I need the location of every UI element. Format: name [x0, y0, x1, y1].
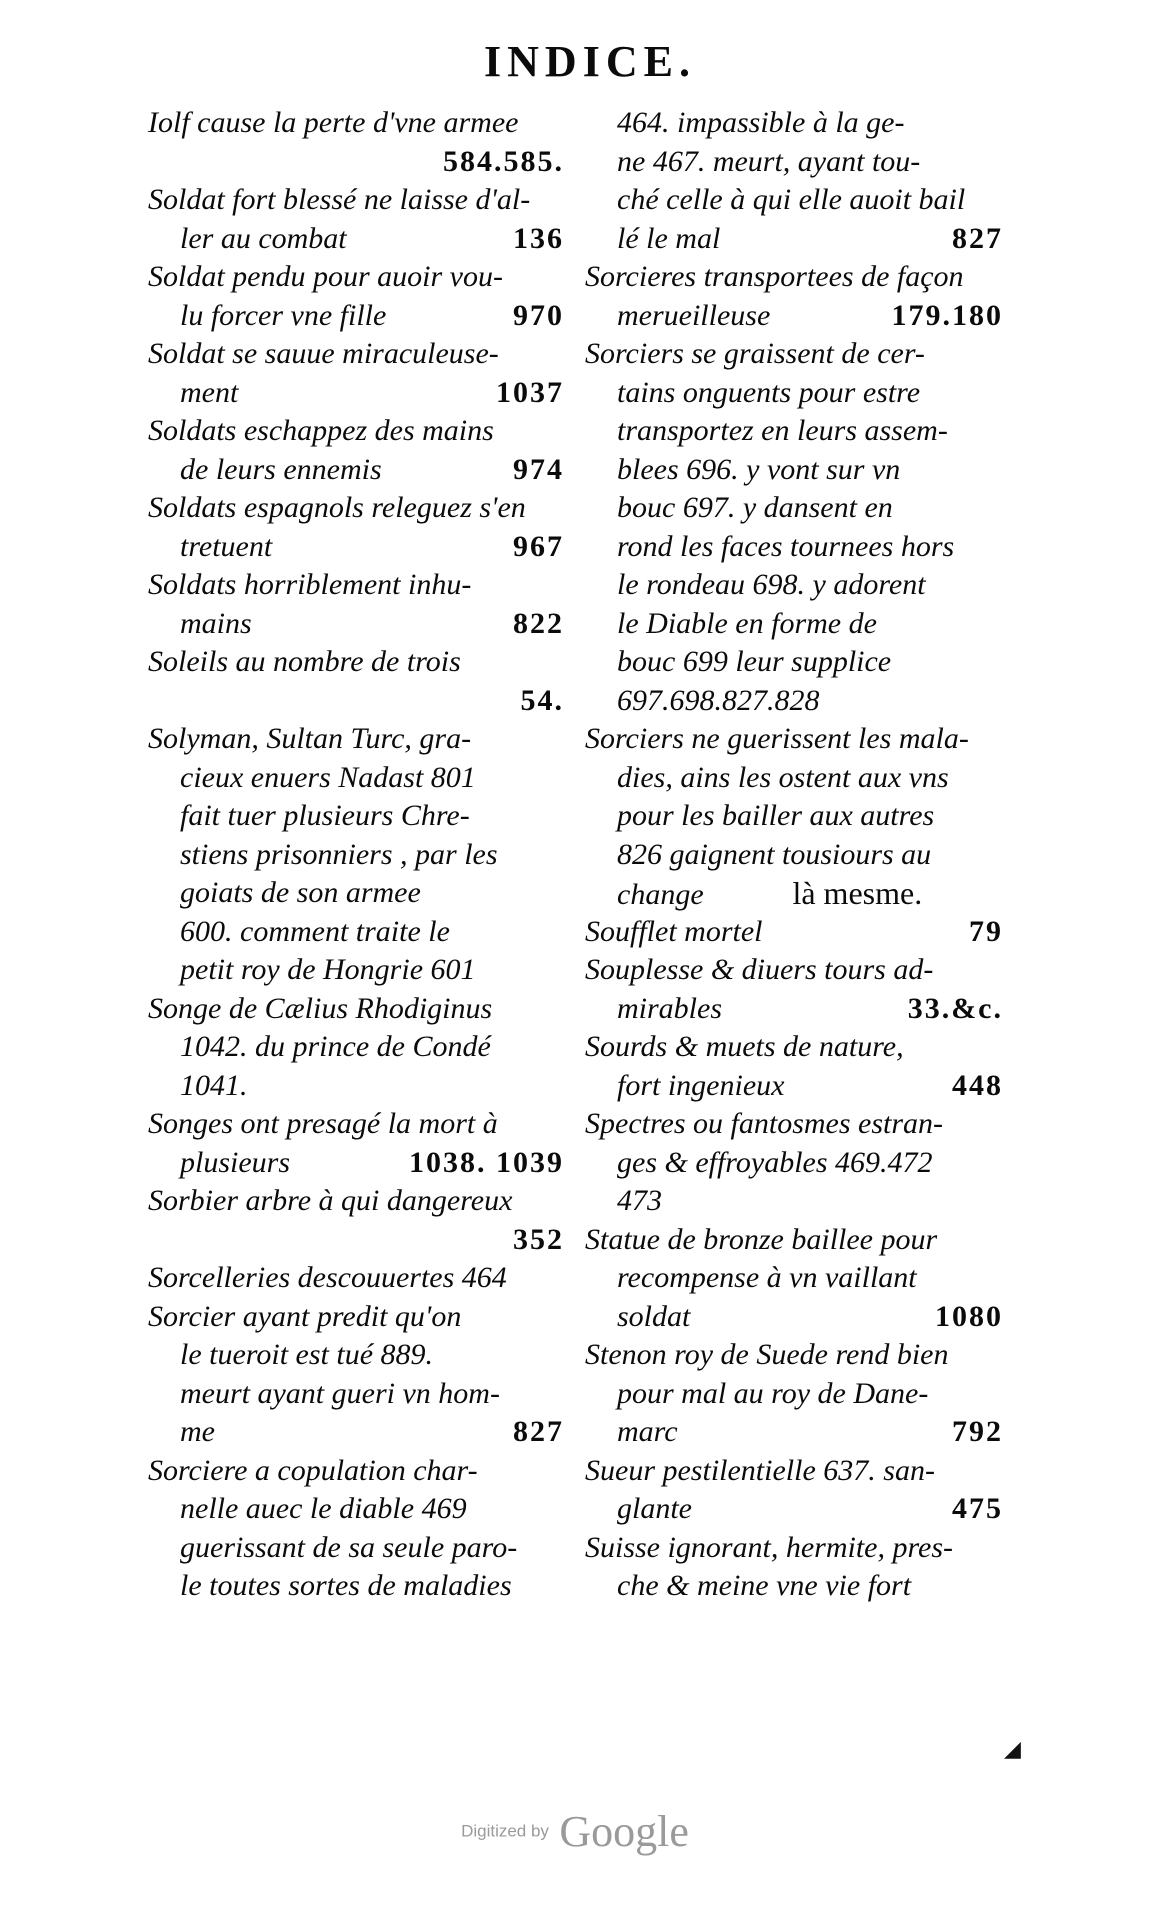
index-line — [585, 682, 1003, 721]
index-line — [148, 220, 564, 259]
index-line — [148, 1567, 564, 1606]
index-entry-page-number: 970 — [513, 298, 564, 332]
index-entry-text: glante — [617, 1492, 692, 1525]
index-entry-text: bouc 699 leur supplice — [617, 645, 892, 678]
index-line — [148, 990, 564, 1029]
index-entry-text: Soleils au nombre de trois — [148, 645, 461, 678]
index-line — [148, 1221, 564, 1260]
digitized-watermark — [0, 1806, 1150, 1857]
index-entry-text: 600. comment traite le — [180, 914, 450, 948]
index-entry-page-number: 352 — [513, 1222, 564, 1256]
index-line — [148, 489, 564, 528]
index-line — [585, 1182, 1003, 1221]
index-line — [148, 374, 564, 413]
index-line — [148, 720, 564, 759]
index-entry-text: 697.698.827.828 — [617, 683, 820, 717]
index-entry-page-number: 79 — [969, 914, 1003, 948]
index-line — [148, 1529, 564, 1568]
index-entry-text: 826 gaignent tousiours au — [617, 837, 932, 871]
index-entry-page-number: 827 — [513, 1415, 564, 1448]
index-entry-text: 1041. — [180, 1068, 248, 1102]
corner-mark-icon: ◢ — [1004, 1736, 1021, 1761]
index-entry-page-number: 1037 — [496, 375, 564, 409]
index-entry-text: lu forcer vne fille — [180, 298, 387, 332]
index-entry-text: Songe de Cælius Rhodiginus — [148, 991, 493, 1025]
index-line — [148, 528, 564, 567]
index-line — [148, 335, 564, 374]
index-entry-page-number: 584.585. — [443, 144, 564, 178]
index-entry-text: Sorciere a copulation char- — [148, 1453, 478, 1487]
index-entry-text: marc — [617, 1415, 678, 1448]
index-entry-text: che & meine vne vie fort — [617, 1569, 912, 1602]
index-entry-text: lé le mal — [617, 221, 721, 255]
index-entry-text: Sorcelleries descouuertes 464 — [148, 1261, 507, 1294]
index-line — [148, 836, 564, 875]
index-entry-page-number: 179.180 — [891, 298, 1003, 332]
index-line — [585, 335, 1003, 374]
index-entry-text: Soldat pendu pour auoir vou- — [148, 260, 503, 293]
index-line — [585, 605, 1003, 644]
index-line — [148, 797, 564, 836]
index-line — [585, 258, 1003, 297]
index-entry-text: Spectres ou fantosmes estran- — [585, 1107, 944, 1140]
index-entry-page-number: 1080 — [935, 1299, 1003, 1333]
index-entry-text: Statue de bronze baillee pour — [585, 1222, 938, 1256]
index-line — [585, 1221, 1003, 1260]
index-column-right — [585, 104, 1003, 1606]
index-entry-text: le tueroit est tué 889. — [180, 1338, 434, 1371]
index-entry-page-number: 822 — [513, 606, 564, 640]
index-entry-text: mains — [180, 606, 252, 640]
index-entry-text: Sourds & muets de nature, — [585, 1030, 904, 1063]
index-line — [148, 1298, 564, 1337]
index-line — [148, 143, 564, 182]
index-line — [585, 374, 1003, 413]
index-entry-page-number: 792 — [952, 1415, 1003, 1448]
index-entry-text: transportez en leurs assem- — [617, 414, 948, 447]
index-line — [585, 412, 1003, 451]
index-line — [148, 1375, 564, 1414]
index-entry-text: bouc 697. y dansent en — [617, 491, 893, 524]
index-line — [148, 643, 564, 682]
index-line — [148, 682, 564, 721]
index-line — [148, 1336, 564, 1375]
page-title: INDICE. — [484, 37, 696, 86]
digitized-label: Digitized by — [461, 1821, 549, 1841]
index-entry-page-number: 136 — [513, 221, 564, 255]
index-line — [148, 1182, 564, 1221]
index-line — [585, 220, 1003, 259]
index-entry-text: Soldats espagnols releguez s'en — [148, 491, 526, 524]
index-entry-text: Soldats horriblement inhu- — [148, 568, 472, 601]
index-line — [585, 874, 1003, 913]
index-line — [148, 1067, 564, 1106]
index-entry-text: Soufflet mortel — [585, 914, 763, 948]
index-entry-text: tains onguents pour estre — [617, 375, 921, 409]
index-entry-text: 1042. du prince de Condé — [180, 1030, 491, 1063]
index-entry-text: Suisse ignorant, hermite, pres- — [585, 1530, 954, 1564]
index-line — [148, 1144, 564, 1183]
index-entry-text: rond les faces tournees hors — [617, 529, 955, 563]
index-entry-text: Sorbier arbre à qui dangereux — [148, 1184, 513, 1217]
index-line — [585, 1567, 1003, 1606]
index-entry-text: Soldat se sauue miraculeuse- — [148, 337, 499, 370]
index-line — [585, 643, 1003, 682]
index-entry-text: fort ingenieux — [617, 1068, 785, 1102]
index-entry-text: ne 467. meurt, ayant tou- — [617, 144, 921, 178]
index-line — [585, 297, 1003, 336]
index-entry-text: pour les bailler aux autres — [617, 799, 935, 832]
index-line — [585, 797, 1003, 836]
index-line — [585, 1375, 1003, 1414]
index-entry-page-number: 827 — [952, 221, 1003, 255]
index-line — [585, 1413, 1003, 1452]
index-line — [148, 181, 564, 220]
index-line — [585, 1105, 1003, 1144]
index-line — [585, 1529, 1003, 1568]
index-entry-text: 464. impassible à la ge- — [617, 106, 905, 139]
index-line — [148, 1413, 564, 1452]
index-entry-text: le toutes sortes de maladies — [180, 1569, 512, 1602]
index-entry-page-number: 1038. 1039 — [409, 1145, 564, 1179]
index-line — [585, 759, 1003, 798]
index-line — [148, 605, 564, 644]
index-line — [585, 913, 1003, 952]
index-line — [148, 297, 564, 336]
index-line — [148, 951, 564, 990]
index-line — [585, 566, 1003, 605]
index-entry-page-number: 967 — [513, 529, 564, 563]
index-line — [585, 143, 1003, 182]
index-entry-text: Sorcieres transportees de façon — [585, 260, 964, 293]
index-entry-text: Soldats eschappez des mains — [148, 414, 494, 447]
index-line — [585, 720, 1003, 759]
index-line — [585, 489, 1003, 528]
index-entry-text: tretuent — [180, 529, 273, 563]
index-line — [148, 104, 564, 143]
index-entry-text: de leurs ennemis — [180, 452, 382, 486]
index-line — [585, 1298, 1003, 1337]
index-line — [148, 1028, 564, 1067]
index-line — [585, 181, 1003, 220]
index-line — [585, 1144, 1003, 1183]
index-entry-page-number: 475 — [952, 1492, 1003, 1525]
index-entry-text: change — [617, 878, 704, 911]
index-line — [585, 528, 1003, 567]
index-line — [585, 836, 1003, 875]
index-entry-text: blees 696. y vont sur vn — [617, 452, 901, 486]
index-line — [585, 1028, 1003, 1067]
index-entry-text: Sorciers se graissent de cer- — [585, 337, 925, 370]
index-entry-text: le rondeau 698. y adorent — [617, 568, 926, 601]
index-line — [585, 1490, 1003, 1529]
index-entry-text: ges & effroyables 469.472 — [617, 1145, 933, 1179]
index-line — [585, 1259, 1003, 1298]
index-line — [148, 1105, 564, 1144]
index-line — [148, 759, 564, 798]
index-entry-text: cieux enuers Nadast 801 — [180, 760, 476, 794]
index-entry-text: pour mal au roy de Dane- — [617, 1376, 929, 1410]
index-entry-text: stiens prisonniers , par les — [180, 837, 498, 871]
index-line — [148, 874, 564, 913]
index-entry-text: plusieurs — [180, 1145, 291, 1179]
index-entry-text: ment — [180, 375, 239, 409]
index-line — [585, 1067, 1003, 1106]
index-line — [585, 990, 1003, 1029]
index-line — [148, 1490, 564, 1529]
index-entry-text: Iolf cause la perte d'vne armee — [148, 106, 519, 139]
index-entry-page-number: 33.&c. — [907, 991, 1003, 1025]
index-entry-text: fait tuer plusieurs Chre- — [180, 799, 470, 832]
index-entry-text: Sorcier ayant predit qu'on — [148, 1299, 462, 1333]
index-entry-page-number: 974 — [513, 452, 564, 486]
index-line — [585, 1336, 1003, 1375]
index-line — [148, 412, 564, 451]
index-entry-page-number: 448 — [952, 1068, 1003, 1102]
index-entry-text: soldat — [617, 1299, 691, 1333]
index-line — [148, 1259, 564, 1298]
index-line — [585, 104, 1003, 143]
index-line — [148, 258, 564, 297]
index-line — [148, 1452, 564, 1491]
index-entry-text: guerissant de sa seule paro- — [180, 1530, 518, 1564]
google-logo: Google — [559, 1807, 689, 1856]
index-entry-text: ler au combat — [180, 221, 347, 255]
index-line — [148, 451, 564, 490]
index-entry-text: Stenon roy de Suede rend bien — [585, 1338, 949, 1371]
index-entry-text: mirables — [617, 991, 722, 1025]
index-entry-text: dies, ains les ostent aux vns — [617, 760, 949, 794]
index-entry-text: le Diable en forme de — [617, 606, 877, 640]
index-entry-page-number: 54. — [520, 683, 564, 717]
index-line — [585, 1452, 1003, 1491]
index-entry-text: petit roy de Hongrie 601 — [180, 953, 476, 986]
index-entry-text: Souplesse & diuers tours ad- — [585, 953, 934, 986]
index-column-left — [148, 104, 564, 1606]
index-entry-text: merueilleuse — [617, 298, 771, 332]
index-line — [148, 566, 564, 605]
index-entry-note: là mesme. — [792, 875, 923, 911]
index-line — [148, 913, 564, 952]
index-entry-text: Sorciers ne guerissent les mala- — [585, 722, 969, 755]
index-entry-text: Songes ont presagé la mort à — [148, 1107, 498, 1140]
index-entry-text: nelle auec le diable 469 — [180, 1492, 467, 1525]
index-entry-text: meurt ayant gueri vn hom- — [180, 1376, 500, 1410]
index-entry-text: me — [180, 1415, 215, 1448]
index-entry-text: Soldat fort blessé ne laisse d'al- — [148, 183, 531, 216]
index-entry-text: ché celle à qui elle auoit bail — [617, 183, 966, 216]
index-entry-text: Sueur pestilentielle 637. san- — [585, 1453, 935, 1487]
index-line — [585, 451, 1003, 490]
index-entry-text: Solyman, Sultan Turc, gra- — [148, 722, 472, 755]
index-entry-text: recompense à vn vaillant — [617, 1261, 917, 1294]
index-entry-text: 473 — [617, 1184, 662, 1217]
index-line — [585, 951, 1003, 990]
index-entry-text: goiats de son armee — [180, 876, 421, 909]
